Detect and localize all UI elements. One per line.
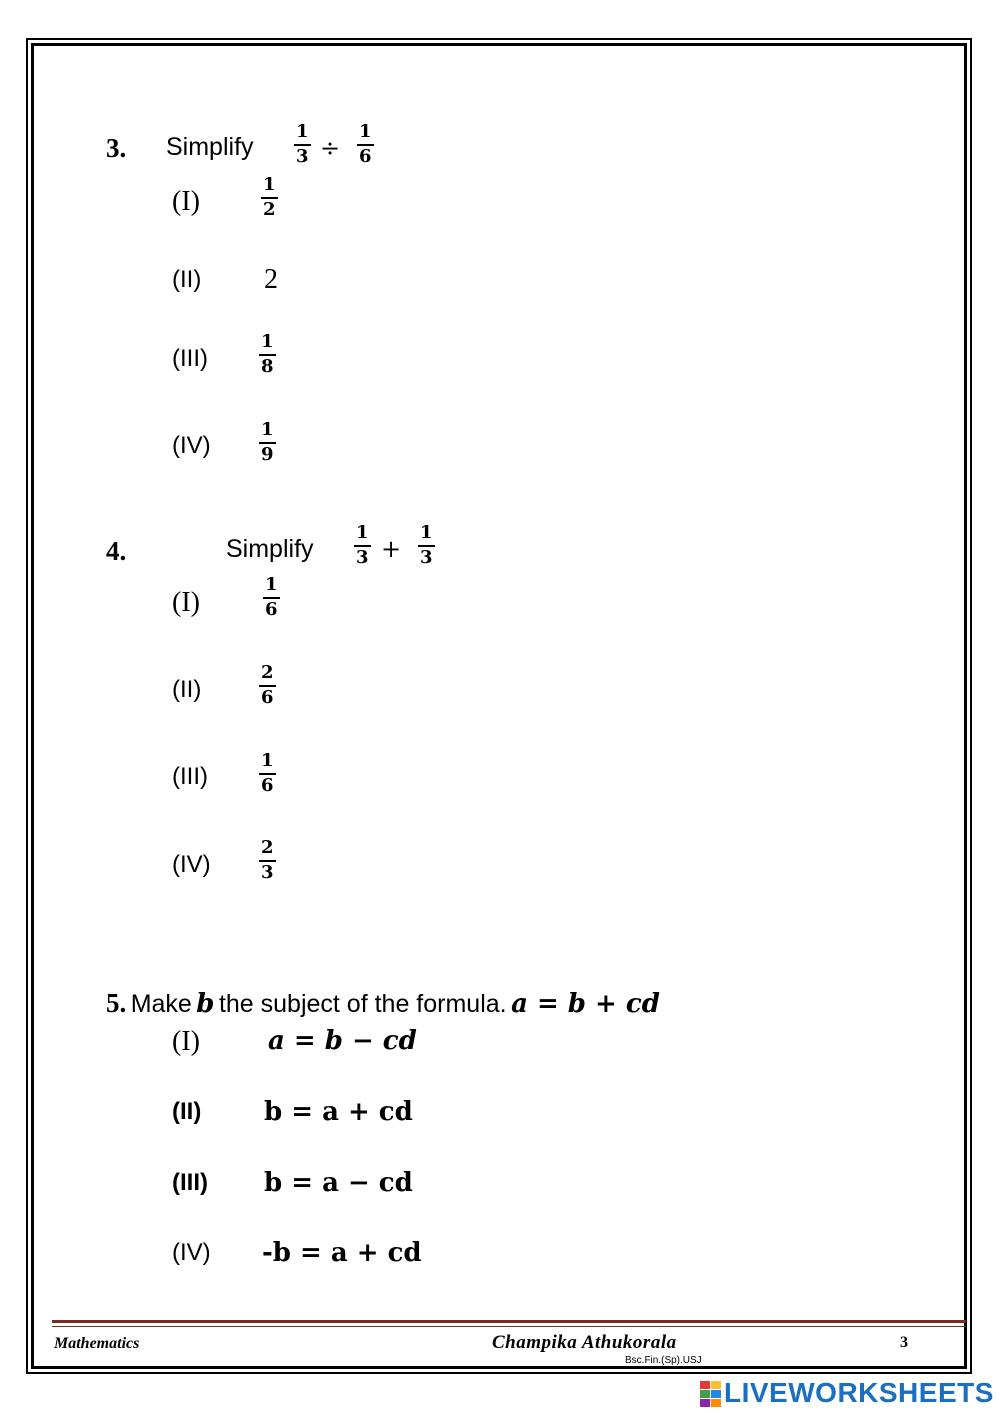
option-value: -b = a + cd	[262, 1238, 422, 1268]
option-label: (II)	[172, 266, 202, 293]
option-label: (III)	[172, 1169, 208, 1196]
option-label: (II)	[172, 1098, 202, 1125]
question-3-prompt: Simplify	[166, 133, 254, 161]
option-value: b = a + cd	[264, 1097, 413, 1127]
option-label: (II)	[172, 676, 202, 703]
option-label: (I)	[172, 587, 200, 618]
option-fraction: $\frac{1}{6}$	[261, 750, 274, 796]
option-value: 2	[264, 264, 278, 295]
option-label: (IV)	[172, 432, 211, 459]
question-5-prompt	[106, 990, 660, 1017]
brand-name[interactable]: LIVEWORKSHEETS	[724, 1377, 994, 1408]
footer-credentials: Bsc.Fin.(Sp).USJ	[625, 1355, 702, 1366]
footer-subject: Mathematics	[54, 1335, 140, 1352]
question-5-variable: b	[196, 989, 215, 1019]
option-fraction: $\frac{2}{6}$	[261, 662, 274, 708]
option-label: (III)	[172, 345, 208, 372]
footer-author: Champika Athukorala	[492, 1332, 677, 1353]
option-fraction: $\frac{2}{3}$	[261, 837, 274, 883]
question-5-prompt-before: Make	[130, 990, 192, 1018]
footer-rule-thin	[52, 1326, 966, 1327]
question-5-number: 5.	[106, 988, 127, 1018]
option-fraction: $\frac{1}{9}$	[261, 419, 274, 465]
question-4-number: 4.	[106, 536, 127, 566]
question-4-prompt: Simplify	[226, 535, 314, 563]
option-label: (III)	[172, 763, 208, 790]
footer-page-number: 3	[900, 1334, 908, 1351]
question-4-fraction-1: $\frac{1}{3}$	[356, 522, 369, 568]
option-fraction: $\frac{1}{2}$	[263, 174, 276, 220]
option-label: (I)	[172, 1026, 200, 1057]
question-3-fraction-1: $\frac{1}{3}$	[296, 121, 309, 167]
question-3-fraction-2: $\frac{1}{6}$	[359, 121, 372, 167]
option-fraction: $\frac{1}{8}$	[261, 331, 274, 377]
question-5-prompt-after: the subject of the formula.	[218, 990, 507, 1018]
question-4-operator: +	[381, 535, 402, 563]
question-5-formula: a = b + cd	[511, 989, 660, 1019]
option-label: (IV)	[172, 851, 211, 878]
option-value: b = a − cd	[264, 1168, 413, 1198]
option-value: a = b − cd	[268, 1026, 417, 1056]
question-4-fraction-2: $\frac{1}{3}$	[420, 522, 433, 568]
liveworksheets-logo-icon	[700, 1381, 722, 1407]
question-3-number: 3.	[106, 133, 127, 163]
option-label: (I)	[172, 186, 200, 217]
footer-rule	[52, 1320, 966, 1323]
option-fraction: $\frac{1}{6}$	[265, 574, 278, 620]
question-3-operator: ÷	[320, 134, 341, 162]
option-label: (IV)	[172, 1239, 211, 1266]
